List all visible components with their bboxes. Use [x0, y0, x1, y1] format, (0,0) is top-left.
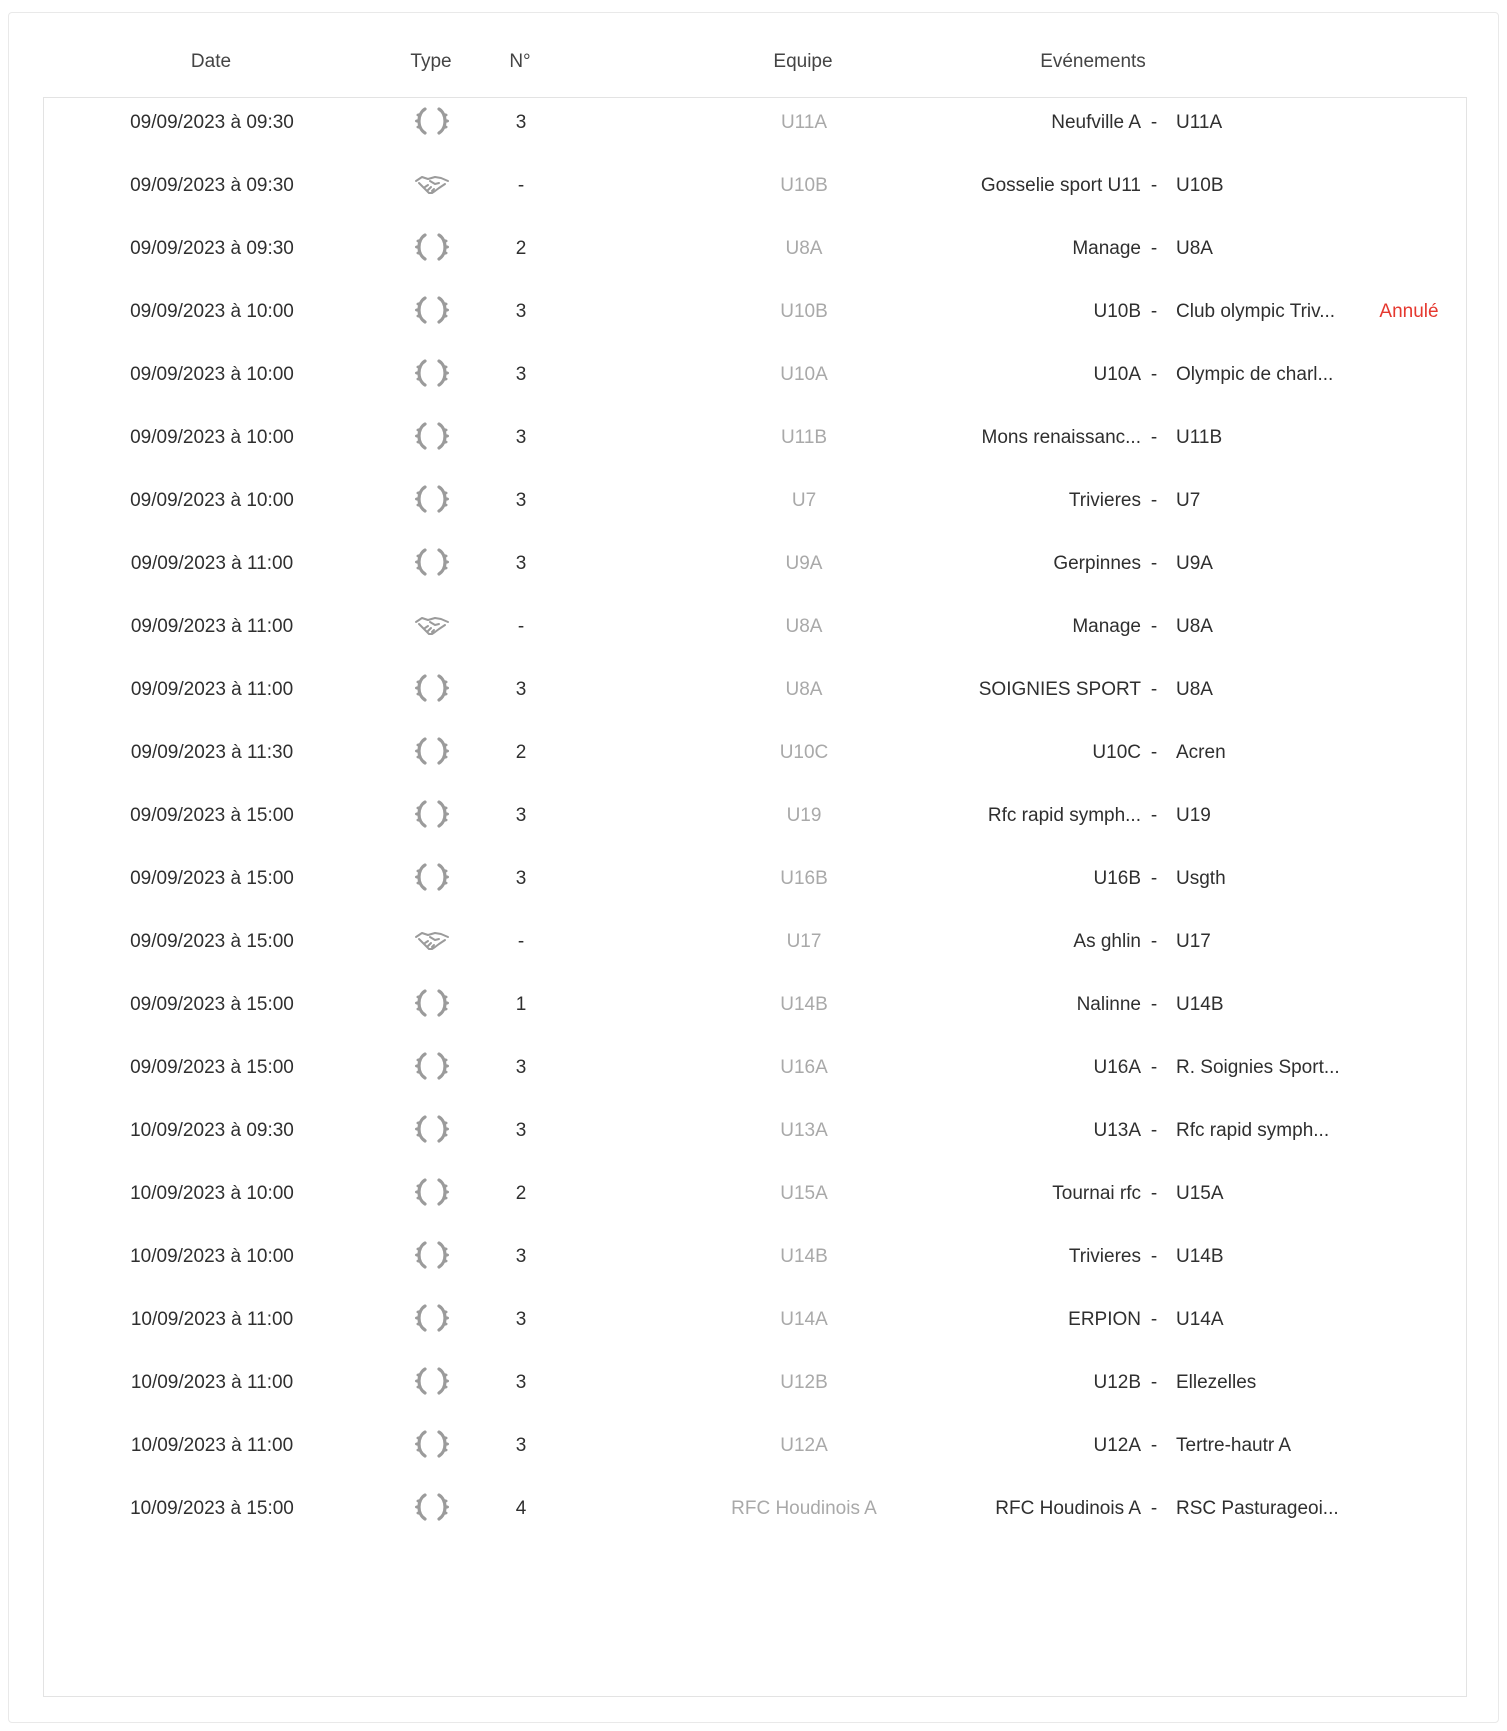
event-team: U10B [780, 301, 828, 322]
home-team: Mons renaissanc... [981, 427, 1141, 448]
event-date: 10/09/2023 à 09:30 [130, 1120, 294, 1141]
home-team: Nalinne [1076, 994, 1141, 1015]
event-team: U13A [780, 1120, 828, 1141]
home-team: Gosselie sport U11 [980, 175, 1141, 196]
table-row[interactable] [44, 1474, 1466, 1544]
event-date: 09/09/2023 à 09:30 [130, 112, 294, 133]
match-separator: - [1150, 742, 1158, 763]
event-date: 09/09/2023 à 09:30 [130, 175, 294, 196]
event-number: 3 [515, 868, 527, 889]
match-separator: - [1150, 805, 1158, 826]
home-team: U16B [1093, 868, 1141, 889]
match-separator: - [1150, 1057, 1158, 1078]
event-team: U12A [780, 1435, 828, 1456]
match-separator: - [1150, 1372, 1158, 1393]
away-team: U9A [1176, 553, 1213, 574]
event-number: - [517, 175, 525, 196]
away-team: Tertre-hautr A [1176, 1435, 1292, 1456]
match-separator: - [1150, 679, 1158, 700]
event-date: 10/09/2023 à 11:00 [130, 1435, 294, 1456]
event-team: U16B [780, 868, 828, 889]
table-row[interactable] [44, 277, 1466, 347]
trophy-icon [407, 781, 457, 851]
match-separator: - [1150, 1246, 1158, 1267]
event-number: 3 [515, 364, 527, 385]
event-number: 3 [515, 553, 527, 574]
event-number: - [517, 931, 525, 952]
home-team: U10C [1092, 742, 1141, 763]
table-row[interactable] [44, 529, 1466, 599]
match-separator: - [1150, 1309, 1158, 1330]
event-team: U19 [786, 805, 822, 826]
event-team: U8A [785, 238, 823, 259]
event-team: U15A [780, 1183, 828, 1204]
trophy-icon [407, 466, 457, 536]
table-row[interactable] [44, 970, 1466, 1040]
event-date: 09/09/2023 à 15:00 [130, 805, 294, 826]
handshake-icon [407, 907, 457, 977]
away-team: Acren [1176, 742, 1226, 763]
home-team: As ghlin [1073, 931, 1141, 952]
event-team: U14B [780, 1246, 828, 1267]
event-number: 3 [515, 490, 527, 511]
event-date: 10/09/2023 à 11:00 [130, 1309, 294, 1330]
table-row[interactable] [44, 844, 1466, 914]
away-team: U15A [1176, 1183, 1224, 1204]
event-team: U7 [791, 490, 817, 511]
event-date: 09/09/2023 à 11:00 [130, 616, 294, 637]
event-date: 10/09/2023 à 15:00 [130, 1498, 294, 1519]
home-team: Gerpinnes [1053, 553, 1141, 574]
trophy-icon [407, 718, 457, 788]
table-row[interactable] [44, 88, 1466, 158]
trophy-icon [407, 1222, 457, 1292]
event-team: U12B [780, 1372, 828, 1393]
table-row[interactable] [44, 1411, 1466, 1481]
trophy-icon [407, 1285, 457, 1355]
event-team: U10C [779, 742, 829, 763]
home-team: Tournai rfc [1052, 1183, 1141, 1204]
event-number: 3 [515, 301, 527, 322]
status-badge: Annulé [1379, 301, 1439, 322]
match-separator: - [1150, 1183, 1158, 1204]
match-separator: - [1150, 1435, 1158, 1456]
match-separator: - [1150, 1120, 1158, 1141]
table-row[interactable] [44, 214, 1466, 284]
event-team: U17 [786, 931, 822, 952]
event-team: U11B [780, 427, 828, 448]
event-number: 4 [515, 1498, 527, 1519]
event-team: U10B [780, 175, 828, 196]
event-number: 3 [515, 805, 527, 826]
away-team: U14B [1176, 1246, 1224, 1267]
header-type[interactable]: Type [410, 51, 452, 72]
away-team: U11A [1176, 112, 1223, 133]
header-events[interactable]: Evénements [1040, 51, 1146, 72]
match-separator: - [1150, 553, 1158, 574]
trophy-icon [407, 529, 457, 599]
table-body [43, 97, 1467, 1697]
event-team: U14B [780, 994, 828, 1015]
home-team: U12A [1093, 1435, 1141, 1456]
match-separator: - [1150, 175, 1158, 196]
table-row[interactable] [44, 1285, 1466, 1355]
event-date: 09/09/2023 à 10:00 [130, 427, 294, 448]
table-row[interactable] [44, 718, 1466, 788]
away-team: Ellezelles [1176, 1372, 1257, 1393]
event-date: 09/09/2023 à 11:00 [130, 679, 294, 700]
event-team: U16A [780, 1057, 828, 1078]
home-team: SOIGNIES SPORT [978, 679, 1141, 700]
event-number: 3 [515, 1309, 527, 1330]
event-date: 09/09/2023 à 09:30 [130, 238, 294, 259]
event-number: - [517, 616, 525, 637]
match-separator: - [1150, 364, 1158, 385]
event-number: 3 [515, 679, 527, 700]
trophy-icon [407, 844, 457, 914]
event-number: 3 [515, 427, 527, 448]
table-row[interactable] [44, 655, 1466, 725]
table-row[interactable] [44, 781, 1466, 851]
away-team: U8A [1176, 238, 1213, 259]
event-team: U8A [785, 616, 823, 637]
event-team: U9A [785, 553, 823, 574]
home-team: U10B [1093, 301, 1141, 322]
handshake-icon [407, 592, 457, 662]
away-team: U7 [1176, 490, 1201, 511]
header-number[interactable]: N° [509, 51, 531, 72]
event-number: 3 [515, 112, 527, 133]
away-team: U8A [1176, 616, 1213, 637]
handshake-icon [407, 151, 457, 221]
home-team: Manage [1072, 616, 1141, 637]
match-separator: - [1150, 238, 1158, 259]
event-date: 10/09/2023 à 10:00 [130, 1246, 294, 1267]
event-team: U8A [785, 679, 823, 700]
trophy-icon [407, 1411, 457, 1481]
table-row[interactable] [44, 907, 1466, 977]
home-team: Trivieres [1068, 490, 1141, 511]
table-row[interactable] [44, 340, 1466, 410]
trophy-icon [407, 655, 457, 725]
match-separator: - [1150, 427, 1158, 448]
away-team: Rfc rapid symph... [1176, 1120, 1330, 1141]
event-number: 3 [515, 1372, 527, 1393]
event-date: 10/09/2023 à 10:00 [130, 1183, 294, 1204]
event-date: 09/09/2023 à 15:00 [130, 931, 294, 952]
event-date: 09/09/2023 à 15:00 [130, 1057, 294, 1078]
home-team: ERPION [1068, 1309, 1141, 1330]
trophy-icon [407, 340, 457, 410]
match-separator: - [1150, 931, 1158, 952]
event-date: 09/09/2023 à 10:00 [130, 364, 294, 385]
event-date: 09/09/2023 à 15:00 [130, 868, 294, 889]
header-team[interactable]: Equipe [773, 51, 833, 72]
away-team: U14A [1176, 1309, 1224, 1330]
event-number: 2 [515, 238, 527, 259]
match-separator: - [1150, 490, 1158, 511]
event-date: 09/09/2023 à 10:00 [130, 301, 294, 322]
event-date: 09/09/2023 à 10:00 [130, 490, 294, 511]
trophy-icon [407, 277, 457, 347]
event-number: 3 [515, 1120, 527, 1141]
event-number: 1 [515, 994, 527, 1015]
table-row[interactable] [44, 151, 1466, 221]
match-separator: - [1150, 112, 1158, 133]
event-number: 2 [515, 742, 527, 763]
away-team: U8A [1176, 679, 1213, 700]
home-team: U13A [1093, 1120, 1141, 1141]
trophy-icon [407, 403, 457, 473]
event-date: 10/09/2023 à 11:00 [130, 1372, 294, 1393]
match-separator: - [1150, 301, 1158, 322]
home-team: Neufville A [1051, 112, 1141, 133]
event-date: 09/09/2023 à 11:00 [130, 553, 294, 574]
trophy-icon [407, 970, 457, 1040]
home-team: U12B [1093, 1372, 1141, 1393]
event-date: 09/09/2023 à 15:00 [130, 994, 294, 1015]
event-number: 3 [515, 1057, 527, 1078]
match-separator: - [1150, 616, 1158, 637]
event-date: 09/09/2023 à 11:30 [130, 742, 294, 763]
table-row[interactable] [44, 1096, 1466, 1166]
home-team: RFC Houdinois A [995, 1498, 1141, 1519]
away-team: U17 [1176, 931, 1211, 952]
trophy-icon [407, 1348, 457, 1418]
event-team: U11A [780, 112, 828, 133]
table-row[interactable] [44, 1348, 1466, 1418]
table-row[interactable] [44, 1159, 1466, 1229]
table-row[interactable] [44, 1033, 1466, 1103]
trophy-icon [407, 1474, 457, 1544]
event-number: 2 [515, 1183, 527, 1204]
trophy-icon [407, 1096, 457, 1166]
match-separator: - [1150, 1498, 1158, 1519]
home-team: Trivieres [1068, 1246, 1141, 1267]
event-team: U14A [780, 1309, 828, 1330]
trophy-icon [407, 88, 457, 158]
event-team: U10A [780, 364, 828, 385]
home-team: U16A [1093, 1057, 1141, 1078]
away-team: R. Soignies Sport... [1176, 1057, 1340, 1078]
table-row[interactable] [44, 466, 1466, 536]
event-team: RFC Houdinois A [731, 1498, 877, 1519]
away-team: Usgth [1176, 868, 1226, 889]
events-card [8, 12, 1499, 1723]
table-row[interactable] [44, 1222, 1466, 1292]
home-team: U10A [1093, 364, 1141, 385]
trophy-icon [407, 214, 457, 284]
away-team: Olympic de charl... [1176, 364, 1334, 385]
match-separator: - [1150, 868, 1158, 889]
trophy-icon [407, 1159, 457, 1229]
away-team: Club olympic Triv... [1176, 301, 1336, 322]
trophy-icon [407, 1033, 457, 1103]
table-row[interactable] [44, 403, 1466, 473]
header-date[interactable]: Date [190, 51, 232, 72]
away-team: U14B [1176, 994, 1224, 1015]
away-team: RSC Pasturageoi... [1176, 1498, 1339, 1519]
event-number: 3 [515, 1246, 527, 1267]
home-team: Rfc rapid symph... [987, 805, 1141, 826]
home-team: Manage [1072, 238, 1141, 259]
away-team: U10B [1176, 175, 1224, 196]
away-team: U11B [1176, 427, 1223, 448]
away-team: U19 [1176, 805, 1211, 826]
event-number: 3 [515, 1435, 527, 1456]
table-row[interactable] [44, 592, 1466, 662]
match-separator: - [1150, 994, 1158, 1015]
